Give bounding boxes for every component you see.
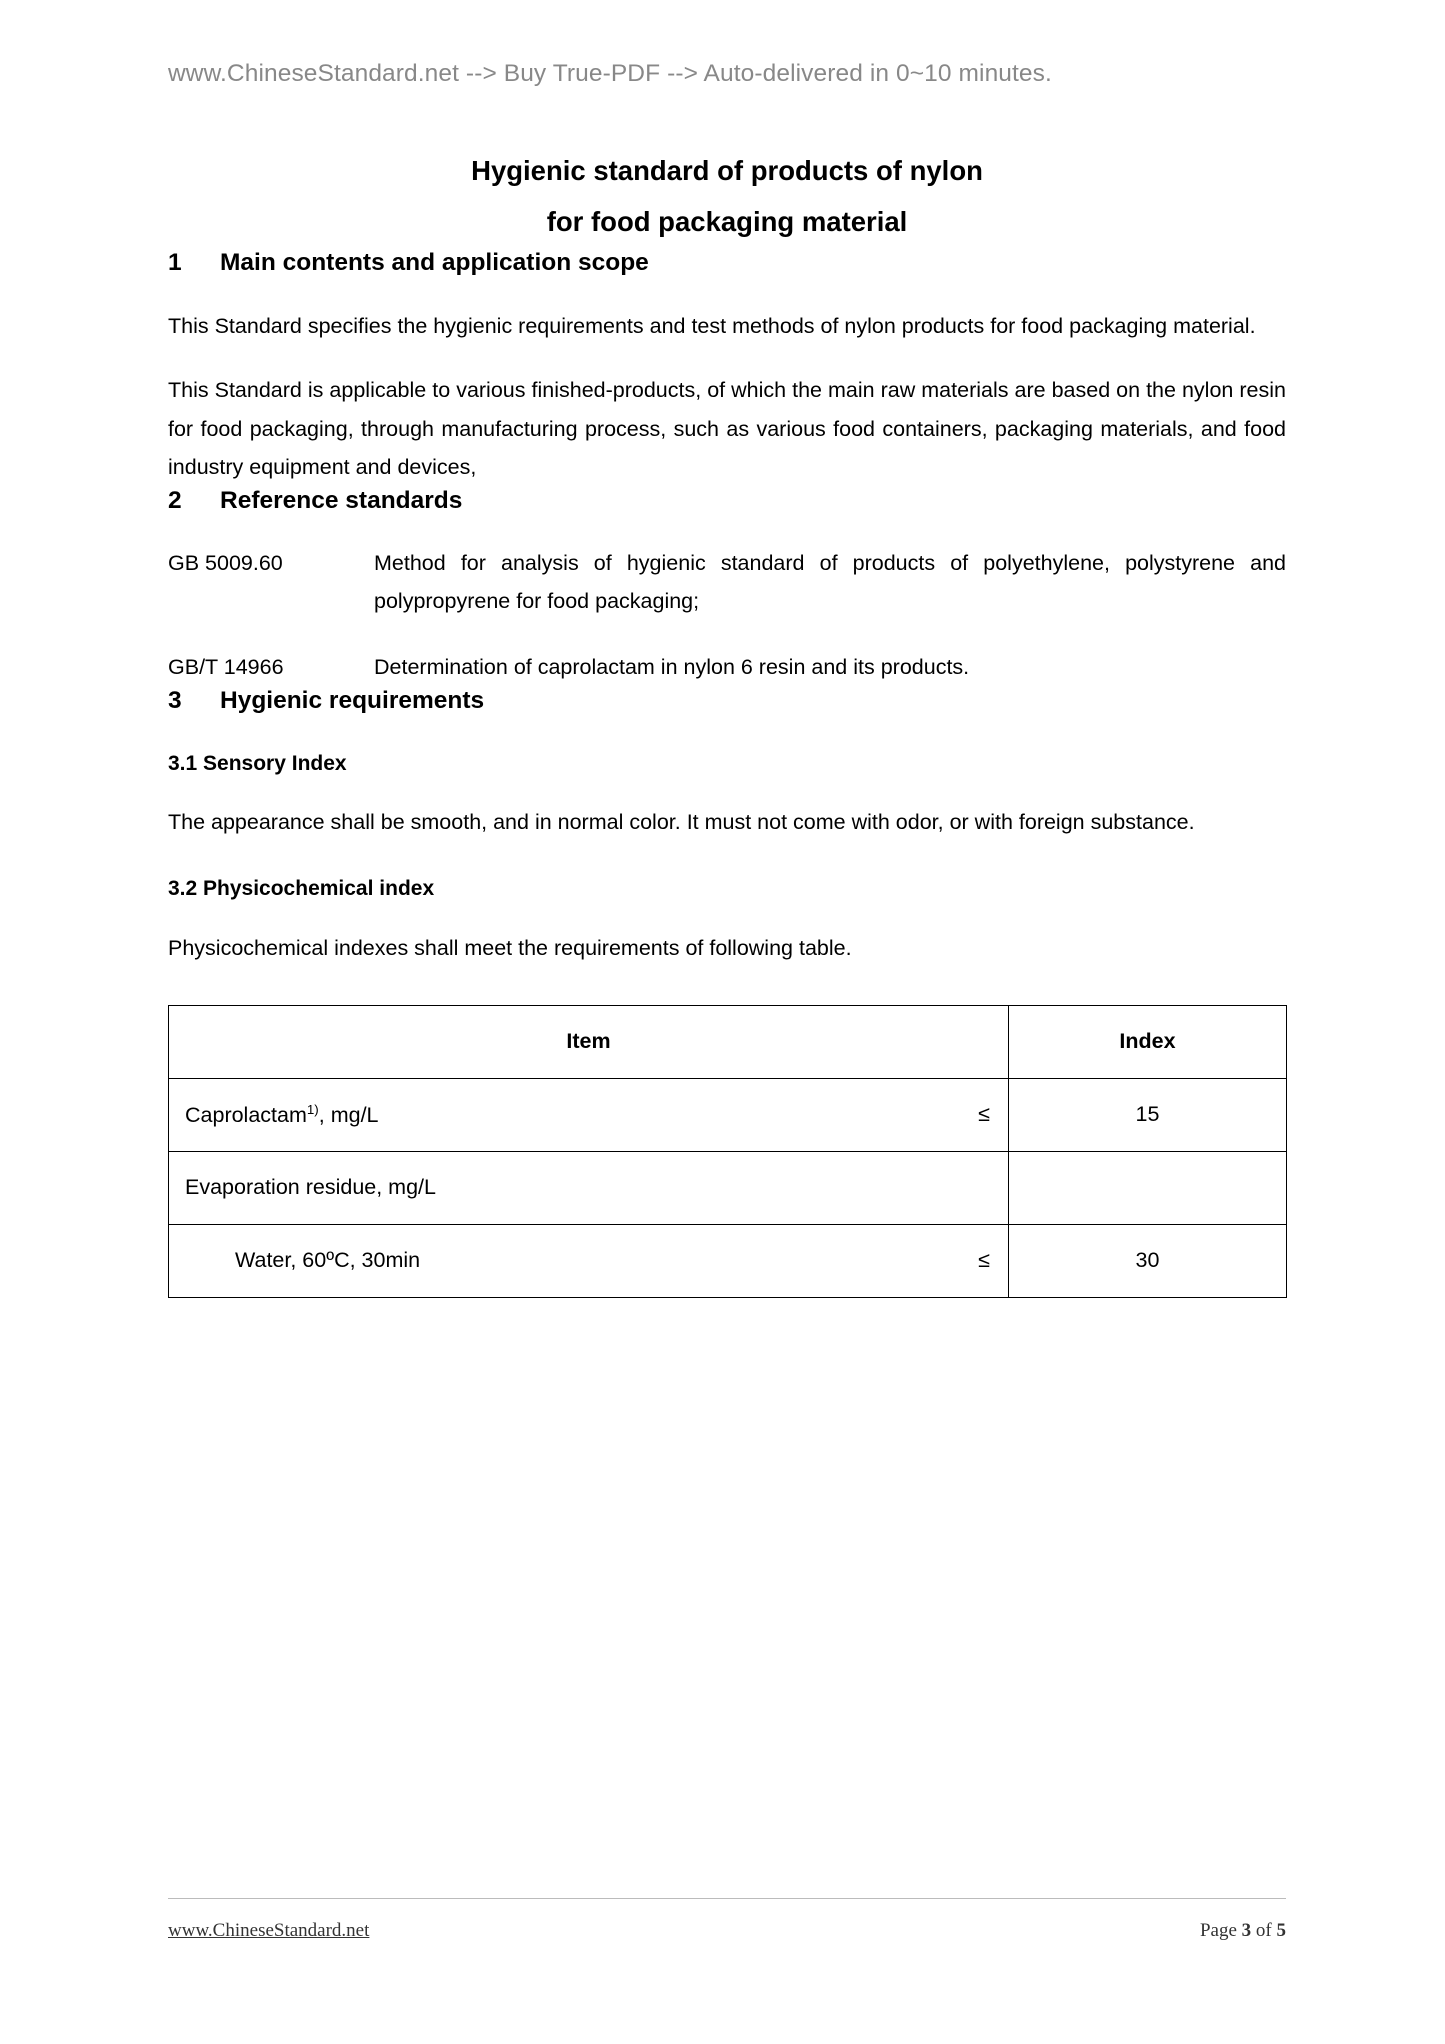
reference-title: Method for analysis of hygienic standard of products of polyethylene, polystyrene and polypropyrene for food packaging; xyxy=(374,550,1286,613)
table-cell-index: 30 xyxy=(1009,1224,1287,1297)
page-current: 3 xyxy=(1241,1920,1252,1941)
item-operator: ≤ xyxy=(978,1102,990,1127)
table-header-item: Item xyxy=(169,1005,1009,1078)
reference-code: GB 5009.60 xyxy=(168,550,283,575)
section-title-3: Hygienic requirements xyxy=(220,687,485,715)
table-row xyxy=(169,1151,1287,1224)
table-header-index: Index xyxy=(1009,1005,1287,1078)
table-cell-item xyxy=(169,1224,1009,1297)
page-footer xyxy=(168,1920,1286,1942)
section-heading-3 xyxy=(168,686,1286,715)
page-label-prefix: Page xyxy=(1199,1920,1242,1941)
page-label-of: of xyxy=(1251,1920,1277,1941)
table-row xyxy=(169,1224,1287,1297)
subsection-heading-3-1: 3.1 Sensory Index xyxy=(168,751,347,775)
subsection-3-1-paragraph: The appearance shall be smooth, and in normal color. It must not come with odor, or with foreign substance. xyxy=(168,810,1195,835)
section-1-paragraph-2: This Standard is applicable to various finished-products, of which the main raw materials are based on the nylon resin for food packaging, through manufacturing process, such as various food containers, packaging materials, and food industry equipment and devices, xyxy=(168,378,1286,479)
footer-site-link[interactable]: www.ChineseStandard.net xyxy=(168,1920,370,1941)
section-number-1: 1 xyxy=(168,248,182,276)
physicochemical-index-table xyxy=(168,1005,1287,1298)
page-title xyxy=(168,146,1286,248)
table-cell-item xyxy=(169,1151,1009,1224)
item-label: Evaporation residue, mg/L xyxy=(185,1175,436,1200)
footer-divider xyxy=(168,1898,1286,1899)
reference-entry xyxy=(168,544,1286,621)
table-cell-index xyxy=(1009,1151,1287,1224)
watermark-banner: www.ChineseStandard.net --> Buy True-PDF --> Auto-delivered in 0~10 minutes. xyxy=(168,60,1052,87)
reference-code: GB/T 14966 xyxy=(168,655,284,680)
table-cell-index: 15 xyxy=(1009,1078,1287,1151)
table-cell-item xyxy=(169,1078,1009,1151)
section-number-3: 3 xyxy=(168,687,182,715)
item-operator: ≤ xyxy=(978,1248,990,1273)
subsection-3-2-paragraph: Physicochemical indexes shall meet the requirements of following table. xyxy=(168,935,852,960)
subsection-heading-3-2: 3.2 Physicochemical index xyxy=(168,877,435,901)
section-number-2: 2 xyxy=(168,487,182,515)
table-row xyxy=(169,1078,1287,1151)
table-header-row xyxy=(169,1005,1287,1078)
footer-page-number xyxy=(1200,1920,1286,1942)
title-line-1: Hygienic standard of products of nylon xyxy=(471,155,983,186)
reference-entry xyxy=(168,648,1286,686)
section-title-1: Main contents and application scope xyxy=(220,248,649,276)
footnote-marker: 1) xyxy=(306,1101,319,1117)
section-title-2: Reference standards xyxy=(220,487,463,515)
reference-title: Determination of caprolactam in nylon 6 resin and its products. xyxy=(374,655,970,680)
title-line-2: for food packaging material xyxy=(546,205,908,237)
section-heading-2 xyxy=(168,486,1286,515)
item-label: Caprolactam$^{1)}$, mg/L xyxy=(185,1101,379,1127)
page-total: 5 xyxy=(1276,1920,1286,1941)
section-1-paragraph-1: This Standard specifies the hygienic requirements and test methods of nylon products for food packaging material. xyxy=(168,314,1256,339)
section-heading-1 xyxy=(168,248,1286,277)
page-content xyxy=(168,0,1286,1298)
item-label: Water, 60ºC, 30min xyxy=(235,1248,421,1273)
